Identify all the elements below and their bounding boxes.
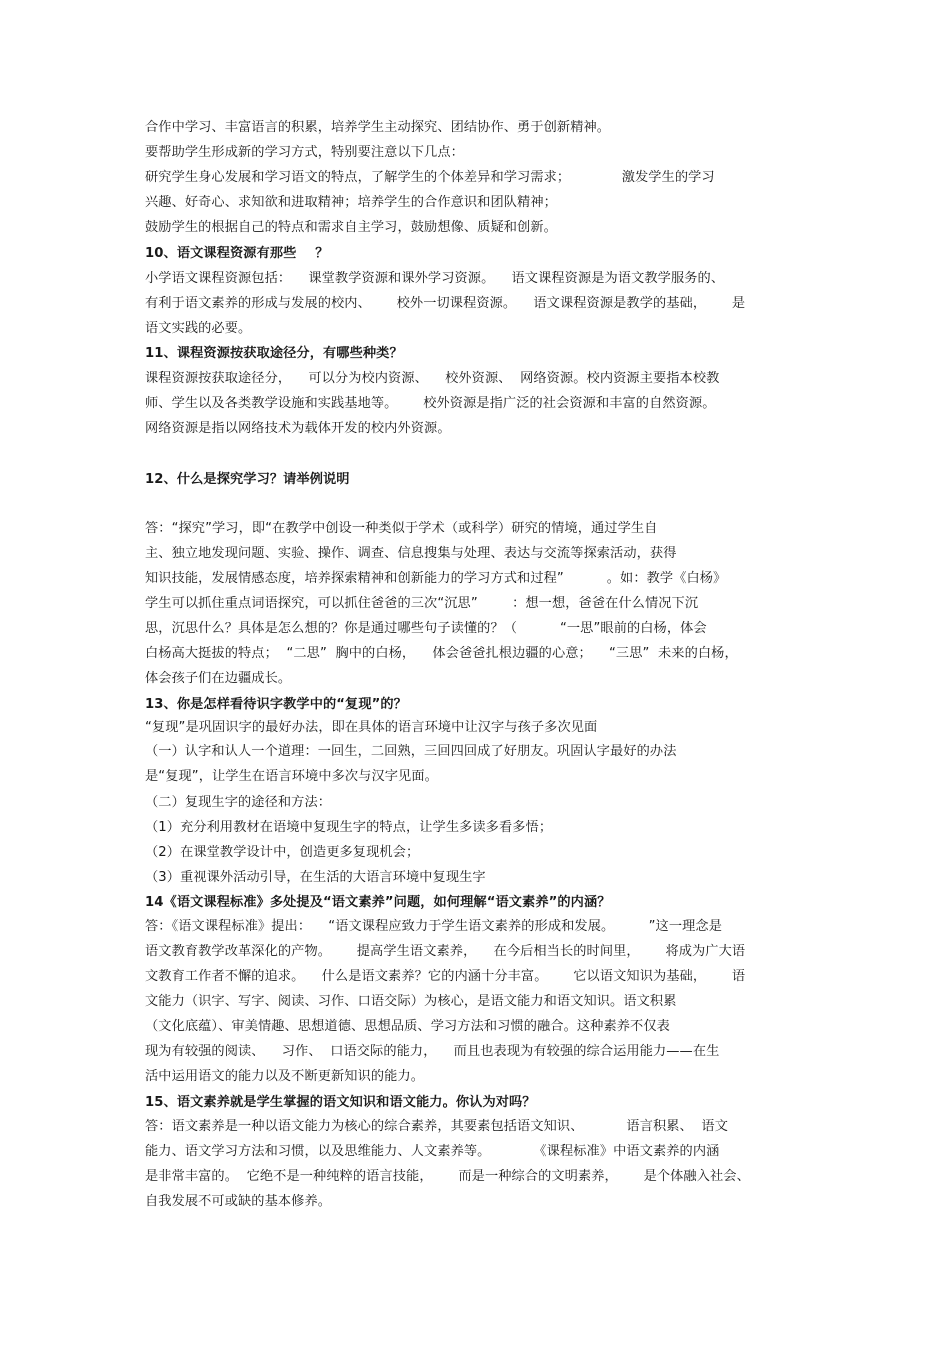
text-line: 文教育工作者不懈的追求。 什么是语文素养？它的内涵十分丰富。 它以语文知识为基础， 语: [145, 969, 746, 984]
text-line: 师、学生以及各类教学设施和实践基地等。 校外资源是指广泛的社会资源和丰富的自然资源。: [145, 396, 716, 411]
text-line: 课程资源按获取途径分， 可以分为校内资源、 校外资源、 网络资源。校内资源主要指本校教: [145, 371, 720, 386]
text-line: 答：《语文课程标准》提出： “语文课程应致力于学生语文素养的形成和发展。 ”这一理念是: [145, 919, 722, 934]
text-line: 学生可以抓住重点词语探究，可以抓住爸爸的三次“沉思” ：想一想，爸爸在什么情况下沉: [145, 596, 699, 611]
text-line: 是非常丰富的。 它绝不是一种纯粹的语言技能， 而是一种综合的文明素养， 是个体融入社会、: [145, 1169, 750, 1184]
question-heading: 10、语文课程资源有那些 ？: [145, 246, 329, 261]
text-line: 文能力（识字、写字、阅读、习作、口语交际）为核心，是语文能力和语文知识。语文积累: [145, 994, 677, 1009]
question-heading: 11、课程资源按获取途径分，有哪些种类？: [145, 346, 403, 361]
text-line: 主、独立地发现问题、实验、操作、调查、信息搜集与处理、表达与交流等探索活动，获得: [145, 546, 677, 561]
text-line: 活中运用语文的能力以及不断更新知识的能力。: [145, 1069, 425, 1084]
question-heading: 14《语文课程标准》多处提及“语文素养”问题，如何理解“语文素养”的内涵？: [145, 895, 611, 910]
text-line: “复现”是巩固识字的最好办法，即在具体的语言环境中让汉字与孩子多次见面: [145, 720, 598, 735]
text-line: 答：“探究”学习，即“在教学中创设一种类似于学术（或科学）研究的情境，通过学生自: [145, 521, 658, 536]
text-line: （文化底蕴）、审美情趣、思想道德、思想品质、学习方法和习惯的融合。这种素养不仅表: [145, 1019, 670, 1034]
text-line: （2）在课堂教学设计中，创造更多复现机会；: [145, 845, 420, 860]
question-heading: 15、语文素养就是学生掌握的语文知识和语文能力。你认为对吗？: [145, 1095, 536, 1110]
text-line: 现为有较强的阅读、 习作、 口语交际的能力， 而且也表现为有较强的综合运用能力——在生: [145, 1044, 720, 1059]
question-heading: 13、你是怎样看待识字教学中的“复现”的？: [145, 697, 407, 712]
text-line: 知识技能，发展情感态度，培养探索精神和创新能力的学习方式和过程” 。如：教学《白杨》: [145, 571, 727, 586]
text-line: 语文实践的必要。: [145, 321, 252, 336]
text-line: 白杨高大挺拔的特点； “二思” 胸中的白杨， 体会爸爸扎根边疆的心意； “三思” 未来的白杨，: [145, 646, 738, 661]
text-line: （1）充分利用教材在语境中复现生字的特点，让学生多读多看多悟；: [145, 820, 553, 835]
text-line: 是“复现”，让学生在语言环境中多次与汉字见面。: [145, 769, 438, 784]
text-line: 思，沉思什么？具体是怎么想的？你是通过哪些句子读懂的？（ “一思”眼前的白杨，体会: [145, 621, 707, 636]
text-line: 研究学生身心发展和学习语文的特点，了解学生的个体差异和学习需求； 激发学生的学习: [145, 170, 715, 185]
text-line: 自我发展不可或缺的基本修养。: [145, 1194, 332, 1209]
text-line: 鼓励学生的根据自己的特点和需求自主学习，鼓励想像、质疑和创新。: [145, 220, 557, 235]
text-line: 合作中学习、丰富语言的积累，培养学生主动探究、团结协作、勇于创新精神。: [145, 120, 611, 135]
text-line: 网络资源是指以网络技术为载体开发的校内外资源。: [145, 421, 451, 436]
text-line: 能力、语文学习方法和习惯，以及思维能力、人文素养等。 《课程标准》中语文素养的内涵: [145, 1144, 720, 1159]
text-line: 语文教育教学改革深化的产物。 提高学生语文素养， 在今后相当长的时间里， 将成为广大语: [145, 944, 746, 959]
question-heading: 12、什么是探究学习？请举例说明: [145, 472, 350, 487]
text-line: 要帮助学生形成新的学习方式，特别要注意以下几点：: [145, 145, 464, 160]
text-line: 小学语文课程资源包括： 课堂教学资源和课外学习资源。 语文课程资源是为语文教学服务的、: [145, 271, 725, 286]
text-line: （3）重视课外活动引导，在生活的大语言环境中复现生字: [145, 870, 486, 885]
text-line: （二）复现生字的途径和方法：: [145, 795, 332, 810]
text-line: 答：语文素养是一种以语文能力为核心的综合素养，其要素包括语文知识、 语言积累、 语文: [145, 1119, 728, 1134]
text-line: （一）认字和认人一个道理：一回生，二回熟，三回四回成了好朋友。巩固认字最好的办法: [145, 744, 677, 759]
text-line: 有利于语文素养的形成与发展的校内、 校外一切课程资源。 语文课程资源是教学的基础， 是: [145, 296, 746, 311]
text-line: 兴趣、好奇心、求知欲和进取精神；培养学生的合作意识和团队精神；: [145, 195, 557, 210]
text-line: 体会孩子们在边疆成长。: [145, 671, 292, 686]
